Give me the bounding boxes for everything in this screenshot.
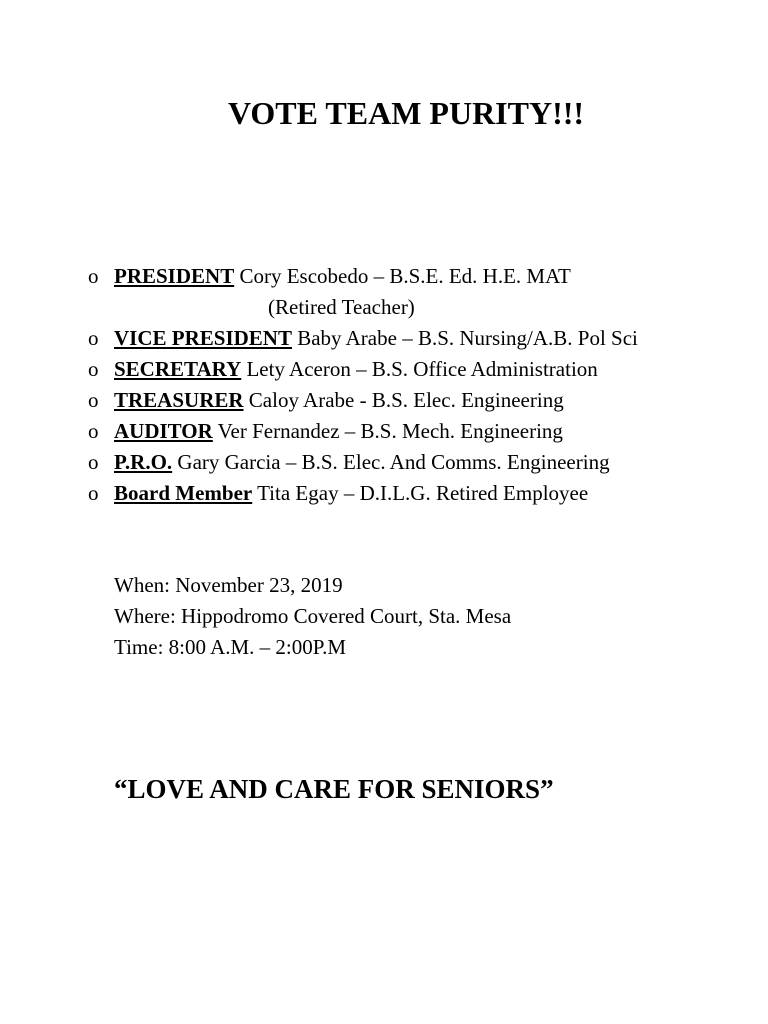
list-item-note (88, 292, 638, 323)
list-item-pro (88, 447, 638, 478)
event-time: Time: 8:00 A.M. – 2:00P.M (114, 635, 347, 659)
event-where: Where: Hippodromo Covered Court, Sta. Mesa (114, 604, 512, 628)
slogan: “LOVE AND CARE FOR SENIORS” (114, 774, 554, 804)
role-label: AUDITOR (114, 419, 213, 443)
officer-details: Tita Egay – D.I.L.G. Retired Employee (257, 481, 589, 505)
bullet-icon: o (88, 357, 99, 381)
officer-details: Caloy Arabe - B.S. Elec. Engineering (248, 388, 564, 412)
event-details (114, 570, 511, 663)
bullet-icon: o (88, 481, 99, 505)
officer-details: Baby Arabe – B.S. Nursing/A.B. Pol Sci (297, 326, 638, 350)
list-item-auditor (88, 416, 638, 447)
list-item-treasurer (88, 385, 638, 416)
officer-details: Cory Escobedo – B.S.E. Ed. H.E. MAT (239, 264, 571, 288)
officer-details: Gary Garcia – B.S. Elec. And Comms. Engineering (177, 450, 610, 474)
event-when: When: November 23, 2019 (114, 573, 343, 597)
role-label: Board Member (114, 481, 253, 505)
page-title: VOTE TEAM PURITY!!! (227, 95, 585, 131)
bullet-icon: o (88, 264, 99, 288)
role-label: P.R.O. (114, 450, 173, 474)
officer-list (88, 261, 638, 509)
list-item-secretary (88, 354, 638, 385)
bullet-icon: o (88, 419, 99, 443)
officer-details: Lety Aceron – B.S. Office Administration (246, 357, 598, 381)
bullet-icon: o (88, 326, 99, 350)
list-item-board-member (88, 478, 638, 509)
list-item-president (88, 261, 638, 292)
officer-note: (Retired Teacher) (268, 295, 415, 319)
list-item-vice-president (88, 323, 638, 354)
role-label: SECRETARY (114, 357, 242, 381)
bullet-icon: o (88, 388, 99, 412)
bullet-icon: o (88, 450, 99, 474)
role-label: TREASURER (114, 388, 244, 412)
officer-details: Ver Fernandez – B.S. Mech. Engineering (217, 419, 563, 443)
role-label: PRESIDENT (114, 264, 235, 288)
role-label: VICE PRESIDENT (114, 326, 292, 350)
